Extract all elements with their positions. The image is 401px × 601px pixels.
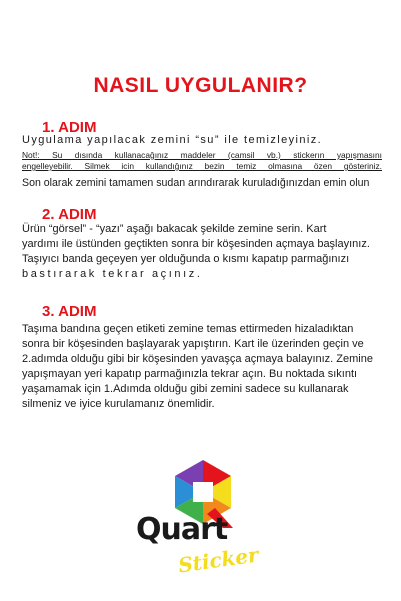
step-1-text: Uygulama yapılacak zemini “su” ile temizleyiniz. — [22, 134, 323, 146]
text-line: sonra bir köşesinden başlayarak yapıştırın. Kart ile üzerinden geçin ve — [22, 338, 364, 350]
text-line: 2.adımda olduğu gibi bir köşesinden yavaşça açmaya balayınız. Zemine — [22, 353, 373, 365]
text-line: Ürün “görsel” - “yazı” aşağı bakacak şekilde zemine serin. Kart — [22, 223, 327, 235]
step-1-note — [22, 150, 382, 172]
text-line: bastırarak tekrar açınız. — [22, 268, 203, 280]
step-1-heading: 1. ADIM — [42, 119, 97, 136]
text-line: silmeniz ve iyice kurulamanız önemlidir. — [22, 398, 215, 410]
note-line: engelleyebilir. Silmek icin kullandığınız bezin temiz olmasına özen gösteriniz. — [22, 161, 382, 171]
step-2-heading: 2. ADIM — [42, 206, 97, 223]
step-1-final-text: Son olarak zemini tamamen sudan arındırarak kuruladığınızdan emin olun — [22, 177, 370, 189]
text-line: yaşamamak için 1.Adımda olduğu gibi zemini sadece su kullanarak — [22, 383, 349, 395]
step-2-text — [22, 222, 382, 282]
text-line: Taşıyıcı banda geçeyen yer olduğunda o kısmı kapatıp parmağınızı — [22, 253, 350, 265]
step-3-text — [22, 322, 382, 412]
note-line: Not!: Su dısında kullanacağınız maddeler (camsil vb.) stickerın yapışmasını — [22, 150, 382, 160]
logo-wordmark: Quart — [136, 512, 228, 547]
page-title: NASIL UYGULANIR? — [93, 74, 308, 97]
step-3-heading: 3. ADIM — [42, 303, 97, 320]
logo-subtitle: Sticker — [176, 542, 260, 578]
text-line: yardımı ile üstünden geçtikten sonra bir köşesinden açmaya başlayınız. — [22, 238, 370, 250]
text-line: Taşıma bandına geçen etiketi zemine temas ettirmeden hizaladıktan — [22, 323, 354, 335]
text-line: yapışmayan yeri kapatıp parmağınızla tekrar açın. Bu noktada sıkıntı — [22, 368, 358, 380]
